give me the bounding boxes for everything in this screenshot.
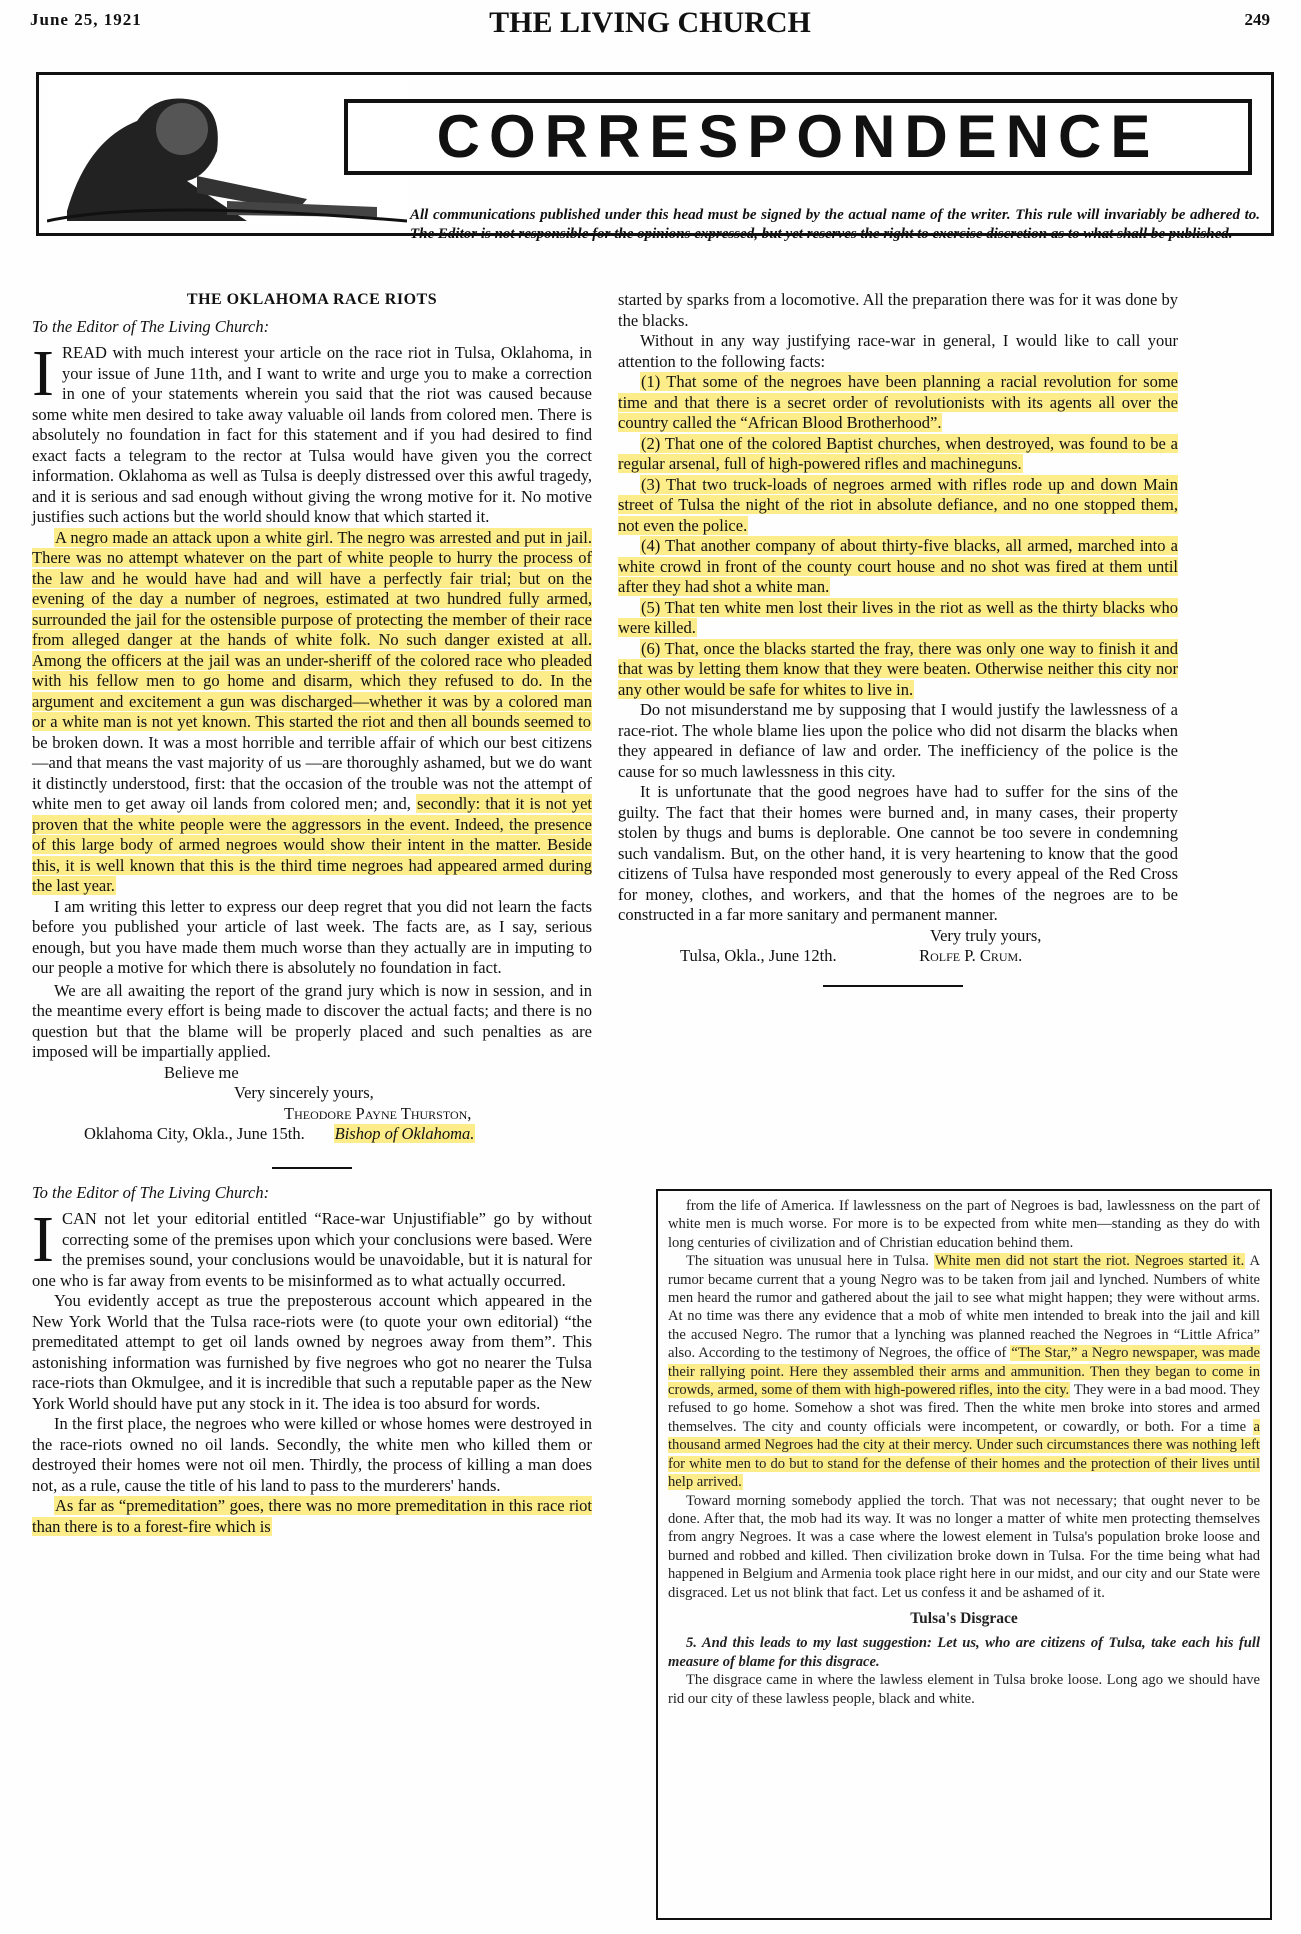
drop-cap: I bbox=[32, 1203, 54, 1276]
highlighted-passage: White men did not start the riot. Negroes started it. bbox=[934, 1253, 1245, 1270]
banner-title: CORRESPONDENCE bbox=[344, 99, 1252, 175]
editorial-note: All communications published under this head must be signed by the actual name of the writer. This rule will invariably be adhered to. The Editor is not responsible for the opinions expressed, but yet reserves the right to exercise discretion as to what shall be published. bbox=[410, 207, 1260, 242]
clipping-paragraph: The situation was unusual here in Tulsa. White men did not start the riot. Negroes started it. A rumor became current that a young Negro was to be taken from jail and lynched. Numbers of white men heard the rumor and gathered about the jail to see what might happen; they were without arms. At no time was there any evidence that a mob of white men intended to break into the jail and kill the accused Negro. The rumor that a lynching was planned reached the Negroes in “Little Africa” also. According to the testimony of Negroes, the office of “The Star,” a Negro newspaper, was made their rallying point. Here they assembled their arms and ammunition. Then they began to come in crowds, armed, some of them with high-powered rifles, into the city. They were in a bad mood. They refused to go home. Somehow a shot was fired. Then the white men broke into stores and armed themselves. The city and county officials were incompetent, or cowardly, or both. For a time a thousand armed Negroes had the city at their mercy. Under such circumstances there was nothing left for white men to do but to stand for the defense of their homes and the protection of their lives until help arrived. bbox=[668, 1253, 1261, 1491]
clipping-paragraph: from the life of America. If lawlessness on the part of Negroes is bad, lawlessness on the part of white men is much worse. For more is to be expected from white men—standing as they do with long centuries of civilization and of Christian education behind them. bbox=[668, 1198, 1260, 1251]
letter1-paragraph: A negro made an attack upon a white girl. The negro was arrested and put in jail. There was no attempt whatever on the part of white people to hurry the process of the law and he would have had and will have a perfectly fair trial; but on the evening of the day a number of negroes, estimated at two hundred fully armed, surrounded the jail for the ostensible purpose of protecting the member of their race from alleged danger at the hands of white folk. No such danger existed at all. Among the officers at the jail was an under-sheriff of the colored race who pleaded with his fellow men to go home and disarm, which they refused to do. In the argument and excitement a gun was discharged—whether it was by a colored man or a white man is not yet known. This started the riot and then all bounds seemed to be broken down. It was a most horrible and terrible affair of which our best citizens—and that means the vast majority of us —are thoroughly ashamed, but we do want it distinctly understood, first: that the occasion of the trouble was not the attempt of white men to get away oil lands from colored men; and, secondly: that it is not yet proven that the white people were the aggressors in the event. Indeed, the presence of this large body of armed negroes would show their intent in the matter. Beside this, it is well known that this is the third time negroes had appeared armed during the last year. bbox=[32, 527, 592, 895]
letter2-paragraph: Do not misunderstand me by supposing that I would justify the lawlessness of a race-riot. The whole blame lies upon the police who did not disarm the blacks when they appeared in defiance of law and order. The inefficiency of the police is the cause for so much lawlessness in this city. bbox=[618, 700, 1178, 781]
closing-line: Believe me bbox=[164, 1062, 239, 1082]
letter2-paragraph: started by sparks from a locomotive. All the preparation there was for it was done by the blacks. bbox=[618, 290, 1178, 330]
salutation: To the Editor of The Living Church: bbox=[32, 1182, 270, 1202]
publication-title: THE LIVING CHURCH bbox=[489, 6, 811, 39]
divider bbox=[823, 985, 963, 987]
fact-item: (2) That one of the colored Baptist churches, when destroyed, was found to be a regular arsenal, full of high-powered rifles and machineguns. bbox=[618, 433, 1178, 473]
highlighted-passage: A negro made an attack upon a white girl. The negro was arrested and put in jail. There was no attempt whatever on the part of white people to hurry the process of the law and he would have had and will have a perfectly fair trial; but on the evening of the day a number of negroes, estimated at two hundred fully armed, surrounded the jail for the ostensible purpose of protecting the member of their race from alleged danger at the hands of white folk. No such danger existed at all. Among the officers at the jail was an under-sheriff of the colored race who pleaded with his fellow men to go home and disarm, which they refused to do. In the argument and excitement a gun was discharged—whether it was by a colored man or a white man is not yet known. This started the riot and then all bounds seemed to bbox=[32, 527, 592, 731]
fact-item: (5) That ten white men lost their lives in the riot as well as the thirty blacks who were killed. bbox=[618, 597, 1178, 637]
left-column bbox=[32, 290, 592, 1537]
highlighted-title: Bishop of Oklahoma. bbox=[334, 1124, 475, 1143]
fact-item: (6) That, once the blacks started the fray, there was only one way to finish it and that was by letting them know that they were beaten. Otherwise neither this city nor any other would be safe for whites to live in. bbox=[618, 638, 1178, 699]
article-heading: THE OKLAHOMA RACE RIOTS bbox=[186, 291, 438, 308]
page-header bbox=[30, 6, 1270, 46]
fact-item: (4) That another company of about thirty-five blacks, all armed, marched into a white crowd in front of the county court house and no shot was fired at them until after they had shot a white man. bbox=[618, 536, 1178, 596]
signature: Rolfe P. Crum. bbox=[919, 946, 1023, 965]
closing-line: Very truly yours, bbox=[930, 925, 1042, 945]
letter2-paragraph: Without in any way justifying race-war in general, I would like to call your attention to the following facts: bbox=[618, 331, 1178, 371]
place-date-line: Oklahoma City, Okla., June 15th. Bishop of Oklahoma. bbox=[84, 1124, 475, 1143]
letter2-paragraph: In the first place, the negroes who were killed or whose homes were destroyed in the race-riots owned no oil lands. Secondly, the white men who killed them or destroyed their homes were not oil men. Thirdly, the process of killing a man does not, as a rule, cause the title of his land to pass to the murderers' hands. bbox=[32, 1414, 592, 1495]
highlighted-passage: “The Star,” a Negro newspaper, was made their rallying point. Here they assembled their arms and ammunition. Then they began to come in crowds, armed, some of them with high-powered rifles, into the city. bbox=[668, 1345, 1260, 1399]
right-column bbox=[618, 290, 1178, 987]
drop-cap: I bbox=[32, 337, 54, 410]
letter1-paragraph: We are all awaiting the report of the grand jury which is now in session, and in the meantime every effort is being made to discover the actual facts; and there is no question but that the blame will be properly placed and such penalties as are imposed will be impartially applied. bbox=[32, 980, 592, 1061]
letter2-paragraph: It is unfortunate that the good negroes have had to suffer for the sins of the guilty. The fact that their homes were burned and, in many cases, their property stolen by thugs and bums is deplorable. One cannot be too severe in condemning such vandalism. But, on the other hand, it is very heartening to know that the good citizens of Tulsa have responded most generously to every appeal of the Red Cross for money, clothes, and workers, and that the homes of the negroes are to be constructed in a far more sanitary and permanent manner. bbox=[618, 782, 1178, 924]
highlighted-passage: As far as “premeditation” goes, there was no more premeditation in this race riot than there is to a forest-fire which is bbox=[32, 1496, 592, 1536]
letter1-paragraph: IREAD with much interest your article on the race riot in Tulsa, Oklahoma, in your issue of June 11th, and I want to write and urge you to make a correction in one of your statements wherein you said that the riot was caused because some white men desired to take away valuable oil lands from colored men. There is absolutely no foundation in fact for this statement and if you had desired to find exact facts a telegram to the rector at Tulsa would have given you the correct information. Oklahoma as well as Tulsa is deeply distressed over this awful tragedy, and it is serious and sad enough without giving the wrong motive for it. No motive justifies such actions but the world should know that which started it. bbox=[32, 337, 592, 526]
clipping-paragraph: The disgrace came in where the lawless element in Tulsa broke loose. Long ago we should have rid our city of these lawless people, black and white. bbox=[668, 1672, 1260, 1707]
letter2-paragraph bbox=[32, 1496, 592, 1537]
fact-item: (1) That some of the negroes have been planning a racial revolution for some time and that there is a secret order of revolutionists with its agents all over the country called the “African Blood Brotherhood”. bbox=[618, 372, 1178, 432]
highlighted-passage: secondly: that it is not yet proven that the white people were the aggressors in the event. Indeed, the presence of this large body of armed negroes would show their intent in the matter. Beside this, it is well known that this is the third time negroes had appeared armed during the last year. bbox=[32, 794, 592, 895]
issue-date: June 25, 1921 bbox=[30, 10, 142, 29]
highlighted-passage: a thousand armed Negroes had the city at their mercy. Under such circumstances there was nothing left for white men to do but to stand for the defense of their homes and the protection of their lives until help arrived. bbox=[668, 1418, 1260, 1491]
clipping-paragraph: Toward morning somebody applied the torch. That was not necessary; that ought never to be done. After that, the mob had its way. It was no longer a matter of white men protecting themselves from angry Negroes. It was a case where the lowest element in Tulsa's population broke loose and burned and robbed and killed. Then civilization broke down in Tulsa. For the time being what had happened in Belgium and Armenia took place right here in our midst, and our city and our State were disgraced. Let us not blink that fact. Let us confess it and be ashamed of it. bbox=[668, 1492, 1260, 1601]
newspaper-clipping bbox=[656, 1189, 1272, 1920]
fact-item: (3) That two truck-loads of negroes armed with rifles rode up and down Main street of Tulsa the night of the riot in absolute defiance, and no one stopped them, not even the police. bbox=[618, 474, 1178, 535]
closing-line: Very sincerely yours, bbox=[234, 1083, 374, 1102]
salutation: To the Editor of The Living Church: bbox=[32, 316, 270, 336]
page-number: 249 bbox=[1244, 10, 1270, 29]
letter2-paragraph: ICAN not let your editorial entitled “Race-war Unjustifiable” go by without correcting some of the premises upon which your conclusions were based. Were the premises sound, your conclusions would be unavoidable, but it is natural for one who is far away from events to be misinformed as to what actually occurred. bbox=[32, 1203, 592, 1290]
clipping-heading: Tulsa's Disgrace bbox=[910, 1609, 1018, 1627]
divider bbox=[272, 1167, 352, 1169]
letter1-paragraph: I am writing this letter to express our deep regret that you did not learn the facts before you published your article of last week. The facts are, as I say, serious enough, but you have made them much worse than they actually are in imputing to our people a motive for which there is absolutely no foundation in fact. bbox=[32, 896, 592, 977]
clipping-paragraph: 5. And this leads to my last suggestion: Let us, who are citizens of Tulsa, take each his full measure of blame for this disgrace. bbox=[668, 1635, 1260, 1670]
signature: Theodore Payne Thurston, bbox=[284, 1103, 472, 1123]
place-date-line: Tulsa, Okla., June 12th. Rolfe P. Crum. bbox=[680, 946, 1023, 965]
letter2-paragraph: You evidently accept as true the preposterous account which appeared in the New York World that the Tulsa race-riots were (to quote your own editorial) “the premeditated attempt to get oil lands owned by negroes away from them”. This astonishing information was furnished by five negroes who got no nearer the Tulsa race-riots than Okmulgee, and it is incredible that such a reputable paper as the New York World should have put any stock in it. The idea is too absurd for words. bbox=[32, 1291, 592, 1413]
